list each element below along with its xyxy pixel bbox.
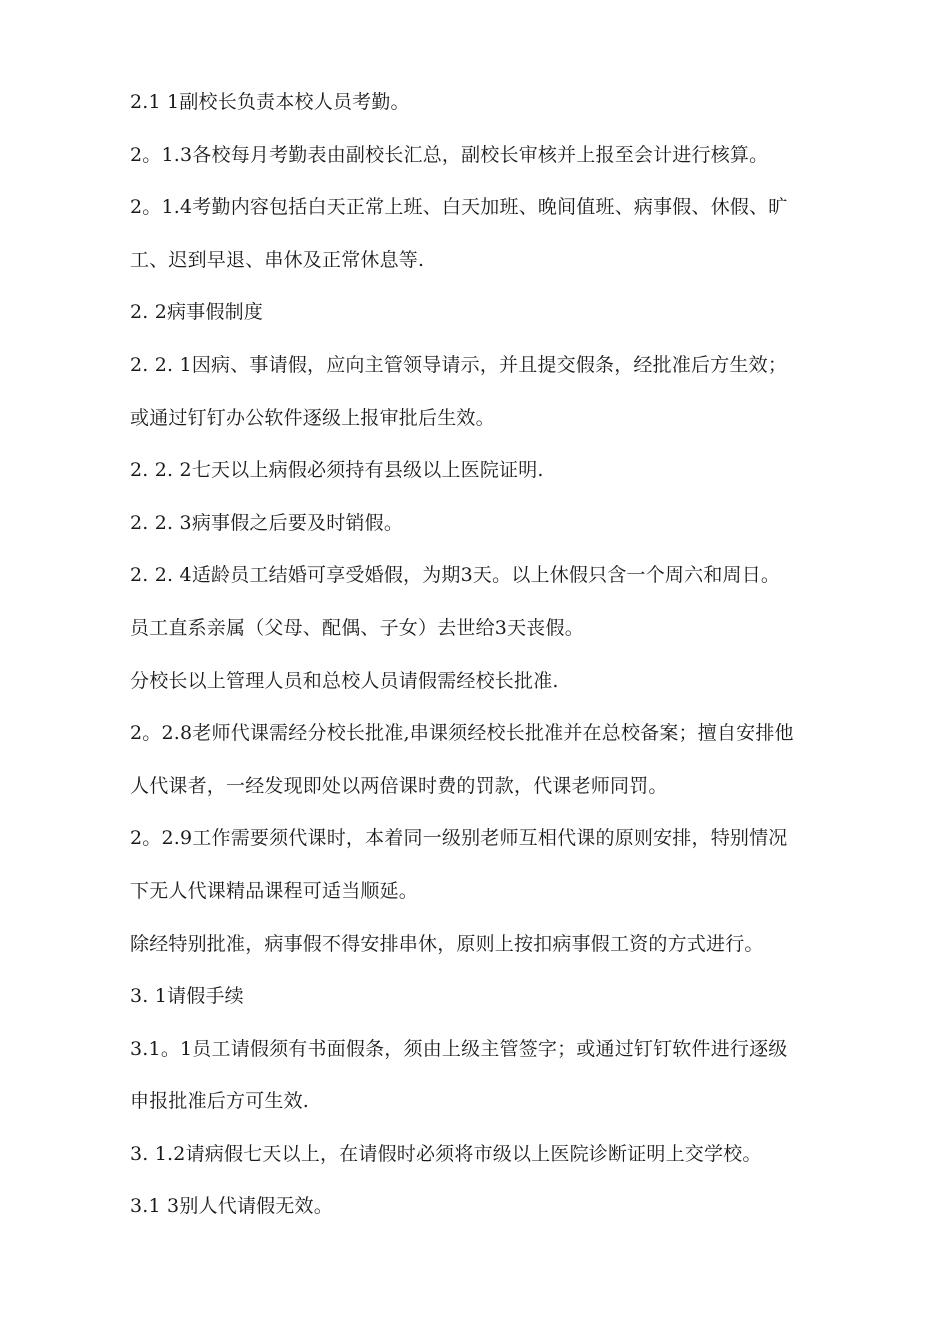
text-line: 申报批准后方可生效. — [130, 1090, 310, 1113]
text-line: 2。1.4考勤内容包括白天正常上班、白天加班、晚间值班、病事假、休假、旷 — [130, 196, 788, 219]
text-line: 2. 2. 1因病、事请假，应向主管领导请示，并且提交假条，经批准后方生效； — [130, 353, 788, 376]
text-line: 下无人代课精品课程可适当顺延。 — [130, 879, 419, 902]
text-line: 2. 2. 3病事假之后要及时销假。 — [130, 511, 404, 534]
text-line: 分校长以上管理人员和总校人员请假需经校长批准. — [130, 669, 559, 692]
section-heading: 3. 1请假手续 — [130, 985, 244, 1008]
text-line: 2.1 1副校长负责本校人员考勤。 — [130, 91, 410, 113]
text-line: 3.1。1员工请假须有书面假条，须由上级主管签字；或通过钉钉软件进行逐级 — [130, 1037, 788, 1060]
section-heading: 2. 2病事假制度 — [130, 301, 264, 324]
text-line: 2。1.3各校每月考勤表由副校长汇总，副校长审核并上报至会计进行核算。 — [130, 143, 769, 166]
text-line: 3. 1.2请病假七天以上，在请假时必须将市级以上医院诊断证明上交学校。 — [130, 1142, 762, 1165]
text-line: 2。2.8老师代课需经分校长批准,串课须经校长批准并在总校备案；擅自安排他 — [130, 722, 794, 745]
text-line: 3.1 3别人代请假无效。 — [130, 1195, 333, 1218]
text-line: 除经特别批准，病事假不得安排串休，原则上按扣病事假工资的方式进行。 — [130, 932, 764, 955]
text-line: 2. 2. 2七天以上病假必须持有县级以上医院证明. — [130, 459, 544, 482]
text-line: 或通过钉钉办公软件逐级上报审批后生效。 — [130, 406, 495, 429]
document-body — [130, 84, 870, 1241]
text-line: 2. 2. 4适龄员工结婚可享受婚假，为期3天。以上休假只含一个周六和周日。 — [130, 564, 781, 587]
text-line: 员工直系亲属（父母、配偶、子女）去世给3天丧假。 — [130, 616, 584, 639]
text-line: 人代课者，一经发现即处以两倍课时费的罚款，代课老师同罚。 — [130, 774, 668, 797]
text-line: 2。2.9工作需要须代课时，本着同一级别老师互相代课的原则安排，特别情况 — [130, 827, 788, 850]
text-line: 工、迟到早退、串休及正常休息等. — [130, 248, 425, 271]
